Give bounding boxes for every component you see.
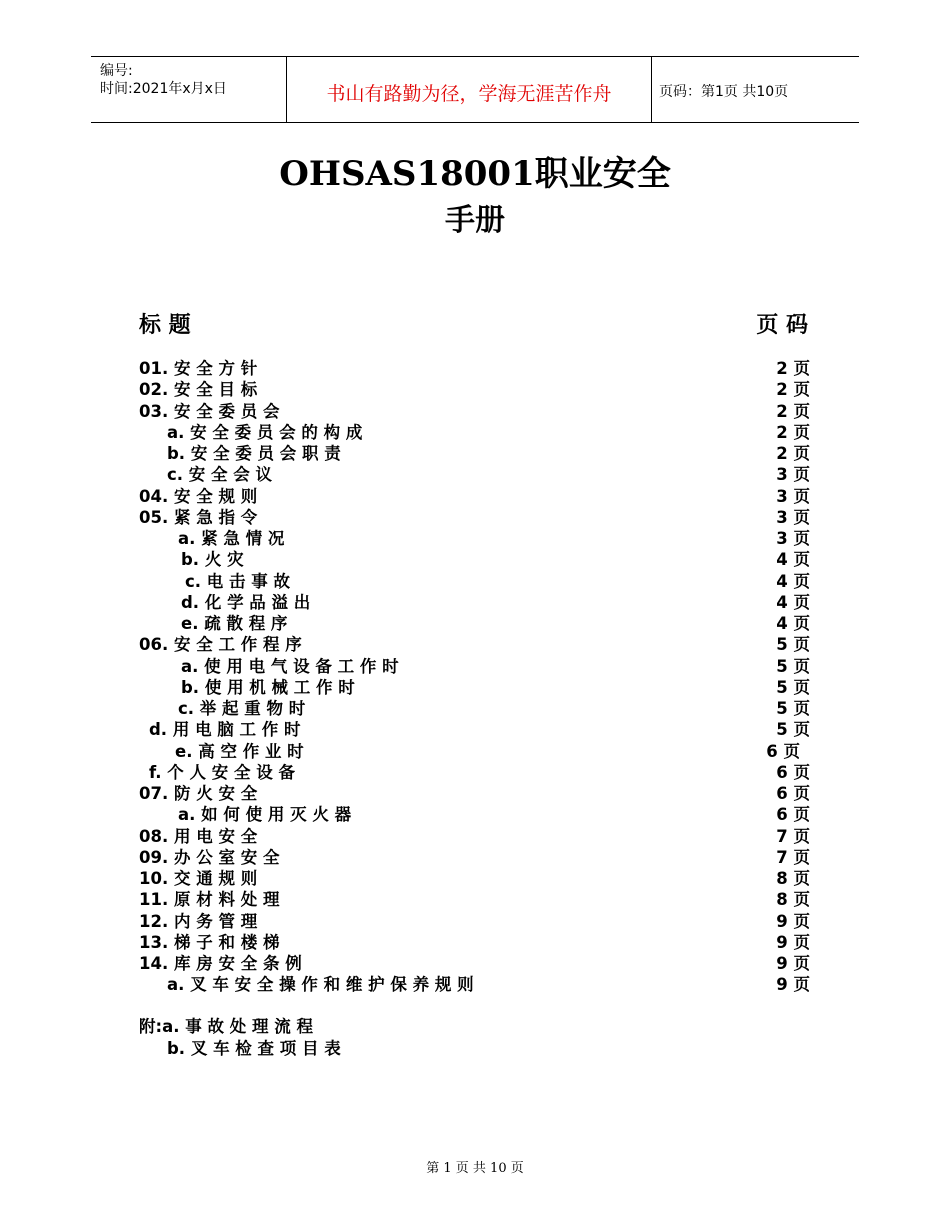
toc-entry <box>0 656 950 677</box>
toc-header-title: 标 题 <box>139 313 191 338</box>
toc-entry <box>0 868 950 889</box>
document-number-label: 编号: <box>100 63 133 79</box>
appendix-entry-label: b. 叉 车 检 查 项 目 表 <box>167 1039 341 1058</box>
toc-entry <box>0 698 950 719</box>
toc-entry-label: 11. 原 材 料 处 理 <box>139 890 280 910</box>
toc-entry-label: 09. 办 公 室 安 全 <box>139 847 280 867</box>
toc-entry-label: c. 举 起 重 物 时 <box>178 699 306 718</box>
toc-entry <box>0 804 950 825</box>
toc-entry <box>0 932 950 953</box>
toc-entry-page: 4 页 <box>776 550 810 570</box>
toc-entry-page: 9 页 <box>776 954 810 973</box>
toc-entry <box>0 443 950 464</box>
toc-entry-label: c. 安 全 会 议 <box>167 465 273 485</box>
toc-entry-page: 7 页 <box>776 826 810 846</box>
toc-entry <box>0 953 950 974</box>
toc-entry-page: 2 页 <box>776 422 810 442</box>
toc-entry-page: 5 页 <box>776 656 810 676</box>
toc-entry <box>0 826 950 847</box>
toc-entry-label: a. 安 全 委 员 会 的 构 成 <box>167 422 363 442</box>
toc-entry-page: 2 页 <box>776 380 810 400</box>
toc-entry-label: b. 火 灾 <box>181 550 244 570</box>
toc-entry-label: 12. 内 务 管 理 <box>139 911 258 931</box>
toc-entry-label: 07. 防 火 安 全 <box>139 784 258 803</box>
toc-header-page: 页 码 <box>756 313 808 338</box>
toc-entry-label: 14. 库 房 安 全 条 例 <box>139 954 302 973</box>
toc-entry-label: e. 疏 散 程 序 <box>181 614 288 633</box>
toc-entry-page: 2 页 <box>776 359 810 378</box>
toc-entry <box>0 847 950 868</box>
toc-entry-page: 3 页 <box>776 529 810 548</box>
toc-entry-label: 06. 安 全 工 作 程 序 <box>139 635 302 655</box>
appendix-entry <box>0 1038 950 1059</box>
toc-entry-label: a. 叉 车 安 全 操 作 和 维 护 保 养 规 则 <box>167 975 474 995</box>
toc-entry <box>0 379 950 400</box>
toc-entry-label: e. 高 空 作 业 时 <box>175 741 304 761</box>
toc-entry-page: 5 页 <box>776 720 810 740</box>
toc-entry-label: f. 个 人 安 全 设 备 <box>149 762 296 782</box>
toc-entry-page: 4 页 <box>776 571 810 591</box>
toc-entry <box>0 464 950 485</box>
toc-entry-label: b. 安 全 委 员 会 职 责 <box>167 444 341 463</box>
toc-entry-label: 03. 安 全 委 员 会 <box>139 401 280 421</box>
toc-entry-page: 6 页 <box>776 805 810 825</box>
toc-entry <box>0 719 950 740</box>
toc-entry-label: 04. 安 全 规 则 <box>139 486 258 506</box>
toc-entry-label: d. 化 学 品 溢 出 <box>181 592 311 612</box>
toc-entry <box>0 889 950 910</box>
toc-entry <box>0 592 950 613</box>
toc-entry-page: 3 页 <box>776 486 810 506</box>
toc-entry-page: 8 页 <box>776 869 810 888</box>
toc-entry <box>0 422 950 443</box>
toc-entry <box>0 762 950 783</box>
toc-entry-page: 5 页 <box>776 635 810 655</box>
document-title: OHSAS18001职业安全 <box>279 154 671 194</box>
toc-entry-page: 4 页 <box>776 592 810 612</box>
toc-entry-label: a. 紧 急 情 况 <box>178 529 285 548</box>
toc-entry-page: 9 页 <box>776 932 810 952</box>
appendix-entry <box>0 1016 950 1037</box>
header-motto: 书山有路勤为径，学海无涯苦作舟 <box>326 83 612 105</box>
toc-entry <box>0 783 950 804</box>
toc-entry-label: 08. 用 电 安 全 <box>139 826 258 846</box>
page-header <box>91 56 859 123</box>
toc-entry-label: d. 用 电 脑 工 作 时 <box>149 720 301 740</box>
document-time-label: 时间:2021年x月x日 <box>100 81 227 97</box>
toc-entry-page: 7 页 <box>776 847 810 867</box>
toc-entry <box>0 613 950 634</box>
toc-entry <box>0 677 950 698</box>
toc-entry <box>0 528 950 549</box>
toc-entry-label: 02. 安 全 目 标 <box>139 380 258 400</box>
toc-entry-label: b. 使 用 机 械 工 作 时 <box>181 677 355 697</box>
toc-entry <box>0 741 950 762</box>
toc-entry-page: 4 页 <box>776 614 810 633</box>
toc-entry-page: 3 页 <box>776 465 810 485</box>
toc-entry-label: 01. 安 全 方 针 <box>139 359 258 378</box>
toc-entry <box>0 549 950 570</box>
toc-entry-page: 8 页 <box>776 890 810 910</box>
header-page-cell <box>651 57 859 122</box>
header-page-info: 页码：第1页 共10页 <box>659 84 789 100</box>
toc-entry <box>0 486 950 507</box>
toc-entry-page: 5 页 <box>776 677 810 697</box>
toc-entry-page: 6 页 <box>766 741 800 761</box>
page-footer: 第 1 页 共 10 页 <box>426 1161 524 1176</box>
toc-entry <box>0 358 950 379</box>
toc-entry-page: 2 页 <box>776 401 810 421</box>
toc-entry-label: 05. 紧 急 指 令 <box>139 507 258 527</box>
toc-entry-page: 6 页 <box>776 762 810 782</box>
toc-entry-label: 13. 梯 子 和 楼 梯 <box>139 932 280 952</box>
toc-entry-page: 3 页 <box>776 507 810 527</box>
document-title-line2: 手册 <box>445 203 505 238</box>
toc-entry <box>0 634 950 655</box>
toc-entry-label: a. 如 何 使 用 灭 火 器 <box>178 805 352 825</box>
toc-entry <box>0 401 950 422</box>
header-meta-cell <box>91 57 286 122</box>
toc-entry <box>0 571 950 592</box>
toc-entry <box>0 974 950 995</box>
toc-entry-page: 2 页 <box>776 444 810 463</box>
toc-entry-page: 6 页 <box>776 784 810 803</box>
toc-entry-page: 5 页 <box>776 699 810 718</box>
toc-entry-page: 9 页 <box>776 911 810 931</box>
header-motto-cell <box>286 57 652 122</box>
toc-entry-page: 9 页 <box>776 975 810 995</box>
toc-entry-label: c. 电 击 事 故 <box>185 571 291 591</box>
toc-entry <box>0 911 950 932</box>
toc-entry-label: 10. 交 通 规 则 <box>139 869 258 888</box>
appendix-entry-label: 附:a. 事 故 处 理 流 程 <box>139 1017 313 1036</box>
toc-entry-label: a. 使 用 电 气 设 备 工 作 时 <box>181 656 399 676</box>
toc-entry <box>0 507 950 528</box>
